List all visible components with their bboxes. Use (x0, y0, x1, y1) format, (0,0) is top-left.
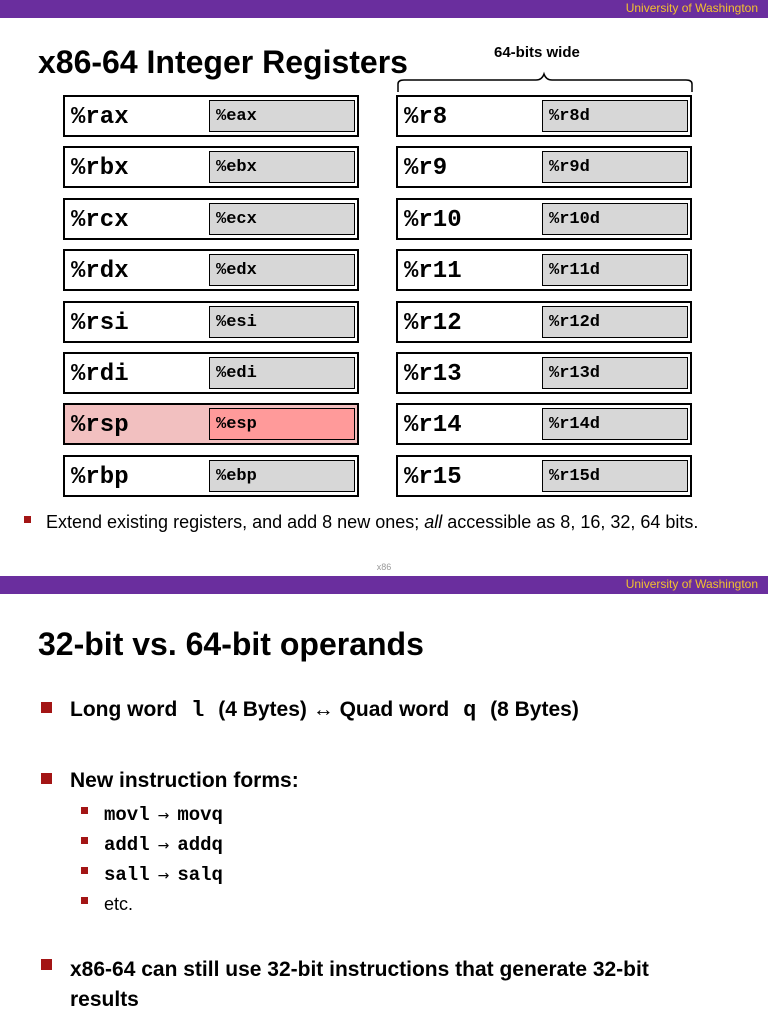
register-r15 (396, 455, 692, 497)
subregister-box (542, 357, 688, 389)
register-rcx (63, 198, 359, 240)
register-r9 (396, 146, 692, 188)
register-rdi (63, 352, 359, 394)
slide-title: x86-64 Integer Registers (38, 44, 408, 80)
sub-bullet-icon (81, 807, 88, 814)
subregister-name: %ecx (216, 209, 257, 229)
bullet-square-icon (41, 773, 52, 784)
bullet-square-icon (41, 702, 52, 713)
bytes-label: (8 Bytes) (490, 698, 579, 721)
register-name: %rbp (71, 463, 129, 491)
subregister-box (542, 460, 688, 492)
subregister-name: %r9d (549, 158, 590, 178)
sub-bullet-icon (81, 897, 88, 904)
subregister-box (209, 151, 355, 183)
instruction-arrow: → (157, 808, 170, 824)
bullet-square-icon (41, 959, 52, 970)
register-rbx (63, 146, 359, 188)
subregister-name: %r12d (549, 312, 601, 332)
instruction-from: movl (104, 804, 150, 826)
register-name: %rsp (71, 412, 129, 440)
sub-bullet-icon (81, 837, 88, 844)
register-rax (63, 95, 359, 137)
sub-bullet-icon (81, 867, 88, 874)
register-name: %rax (71, 104, 129, 131)
subregister-box (209, 254, 355, 286)
bullet-extend-registers (46, 512, 698, 533)
register-name: %r8 (404, 104, 448, 131)
register-rsp (63, 403, 359, 445)
register-name: %rsi (71, 309, 129, 337)
subregister-box (209, 408, 355, 440)
register-r12 (396, 301, 692, 343)
header-bar (0, 576, 768, 594)
note-line-1: x86-64 can still use 32-bit instructions that generate 32-bit (70, 958, 649, 981)
subregister-box (542, 254, 688, 286)
instruction-arrow: → (157, 868, 170, 884)
subregister-box (209, 203, 355, 235)
subregister-box (209, 306, 355, 338)
register-r11 (396, 249, 692, 291)
subregister-name: %esi (216, 312, 257, 332)
slide-footer: x86 (376, 562, 392, 572)
subregister-box (542, 408, 688, 440)
instruction-from: sall (104, 864, 150, 886)
bullet-word-sizes (70, 698, 579, 723)
note-line-2: results (70, 988, 139, 1011)
subregister-box (542, 100, 688, 132)
subregister-box (209, 460, 355, 492)
instruction-form-item (104, 804, 223, 826)
instruction-to: salq (177, 864, 223, 886)
long-word-label: Long word (70, 698, 178, 721)
instruction-arrow: → (157, 838, 170, 854)
instruction-to: movq (177, 804, 223, 826)
register-name: %r9 (404, 155, 448, 183)
register-name: %rbx (71, 155, 129, 183)
register-rsi (63, 301, 359, 343)
bullet-text-post: accessible as 8, 16, 32, 64 bits. (442, 512, 699, 532)
subregister-box (209, 357, 355, 389)
instruction-form-item (104, 864, 223, 886)
register-r10 (396, 198, 692, 240)
etc-item: etc. (104, 894, 134, 914)
register-rbp (63, 455, 359, 497)
bullet-square-icon (24, 516, 31, 523)
subregister-name: %r15d (549, 466, 601, 486)
subregister-name: %edi (216, 364, 257, 383)
register-rdx (63, 249, 359, 291)
register-name: %r14 (404, 412, 462, 440)
subregister-name: %r10d (549, 209, 601, 229)
bullet-new-forms: New instruction forms: (70, 769, 299, 792)
subregister-name: %ebp (216, 466, 257, 486)
slide-title: 32-bit vs. 64-bit operands (38, 626, 424, 662)
code-q: q (463, 698, 477, 723)
register-r8 (396, 95, 692, 137)
subregister-box (542, 203, 688, 235)
quad-word-label: (4 Bytes) ↔ Quad word (218, 698, 450, 721)
subregister-box (542, 306, 688, 338)
subregister-name: %r14d (549, 415, 601, 435)
instruction-to: addq (177, 834, 223, 856)
subregister-name: %eax (216, 107, 257, 126)
subregister-name: %r8d (549, 107, 590, 126)
bullet-32bit-note (70, 955, 649, 1015)
bullet-text-pre: Extend existing registers, and add 8 new ones; (46, 512, 425, 532)
subregister-box (209, 100, 355, 132)
slide-operands (0, 576, 768, 1024)
register-name: %rdx (71, 258, 129, 286)
subregister-name: %r11d (549, 261, 601, 281)
width-label: 64-bits wide (494, 44, 580, 61)
instruction-form-item (104, 834, 223, 856)
register-name: %r12 (404, 309, 462, 337)
register-name: %r13 (404, 361, 462, 388)
register-name: %r10 (404, 206, 462, 234)
subregister-name: %esp (216, 415, 257, 435)
subregister-name: %r13d (549, 364, 601, 383)
subregister-name: %edx (216, 261, 257, 281)
register-r13 (396, 352, 692, 394)
register-name: %r15 (404, 463, 462, 491)
bullet-text-emphasis: all (424, 512, 443, 532)
code-l: l (191, 698, 205, 723)
register-name: %r11 (404, 258, 462, 286)
register-name: %rcx (71, 206, 129, 234)
subregister-box (542, 151, 688, 183)
header-bar (0, 0, 768, 18)
instruction-from: addl (104, 834, 150, 856)
register-name: %rdi (71, 361, 129, 388)
subregister-name: %ebx (216, 158, 257, 178)
university-label: University of Washington (625, 577, 758, 591)
width-brace-icon (396, 64, 696, 94)
register-r14 (396, 403, 692, 445)
university-label: University of Washington (625, 1, 758, 15)
